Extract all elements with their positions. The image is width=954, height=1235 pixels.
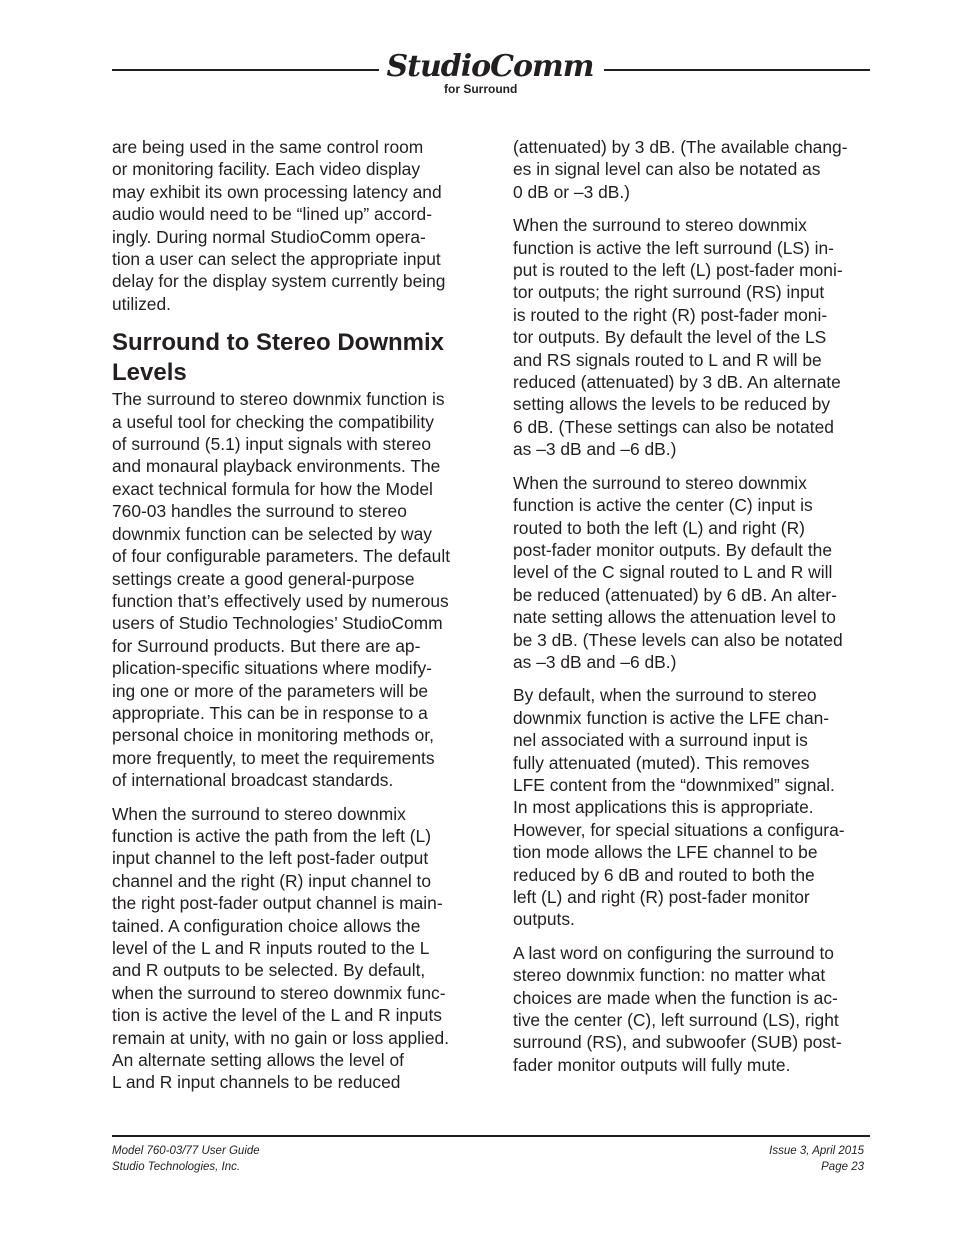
text-line: are being used in the same control room <box>112 137 424 157</box>
text-line: tion a user can select the appropriate input <box>112 249 441 270</box>
logo-wordmark: StudioComm <box>386 49 594 84</box>
text-line: When the surround to stereo downmix <box>513 472 807 493</box>
text-line: When the surround to stereo downmix <box>513 215 807 236</box>
text-line: level of the L and R inputs routed to the L <box>112 938 430 958</box>
text-line: and monaural playback environments. The <box>112 456 441 477</box>
text-line: 760-03 handles the surround to stereo <box>112 501 407 522</box>
text-line: post-fader monitor outputs. By default the <box>513 539 833 560</box>
footer-issue: Issue 3, April 2015 <box>769 1145 864 1157</box>
text-line: utilized. <box>112 293 171 314</box>
text-line: appropriate. This can be in response to a <box>112 702 428 723</box>
text-line: as –3 dB and –6 dB.) <box>513 651 677 672</box>
text-line: L and R input channels to be reduced <box>112 1072 401 1093</box>
text-line: may exhibit its own processing latency and <box>112 181 442 202</box>
text-line: as –3 dB and –6 dB.) <box>513 439 677 460</box>
text-line: channel and the right (R) input channel to <box>112 870 432 891</box>
right-paragraph-2 <box>513 214 873 460</box>
text-line: tion is active the level of the L and R inputs <box>112 1005 442 1026</box>
section-heading <box>112 328 476 388</box>
right-paragraph-1 <box>513 136 873 203</box>
header-rule-right <box>604 69 870 71</box>
footer-doc-title: Model 760-03/77 User Guide <box>112 1145 260 1157</box>
text-line: and RS signals routed to L and R will be <box>513 349 822 370</box>
studiocomm-logo <box>384 50 596 100</box>
text-line: exact technical formula for how the Model <box>112 478 433 499</box>
text-line: and R outputs to be selected. By default, <box>112 960 426 981</box>
text-line: The surround to stereo downmix function is <box>112 389 445 410</box>
text-line: In most applications this is appropriate. <box>513 797 814 818</box>
text-line: more frequently, to meet the requirements <box>112 747 435 768</box>
text-line: When the surround to stereo downmix <box>112 803 406 824</box>
text-line: reduced by 6 dB and routed to both the <box>513 864 815 885</box>
right-paragraph-3 <box>513 472 873 674</box>
header-rule-left <box>112 69 379 71</box>
text-line: for Surround products. But there are ap- <box>112 635 421 656</box>
text-line: personal choice in monitoring methods or, <box>112 725 434 746</box>
right-column <box>513 136 873 1087</box>
text-line: nate setting allows the attenuation level to <box>513 607 836 628</box>
text-line: left (L) and right (R) post-fader monitor <box>513 887 810 907</box>
text-line: ingly. During normal StudioComm opera- <box>112 226 426 247</box>
text-line: An alternate setting allows the level of <box>112 1050 404 1071</box>
text-line: function is active the center (C) input is <box>513 495 813 516</box>
text-line: of four configurable parameters. The default <box>112 546 451 567</box>
text-line: LFE content from the “downmixed” signal. <box>513 774 835 795</box>
text-line: or monitoring facility. Each video display <box>112 159 421 180</box>
text-line: be reduced (attenuated) by 6 dB. An alter- <box>513 584 837 605</box>
text-line: 6 dB. (These settings can also be notated <box>513 416 834 437</box>
text-line: delay for the display system currently being <box>112 271 446 292</box>
text-line: function is active the left surround (LS) in- <box>513 237 834 258</box>
logo-subtitle: for Surround <box>444 82 518 96</box>
text-line: plication-specific situations where modify- <box>112 658 432 679</box>
text-line: 0 dB or –3 dB.) <box>513 181 630 202</box>
text-line: tor outputs. By default the level of the LS <box>513 327 827 348</box>
text-line: tor outputs; the right surround (RS) input <box>513 282 825 303</box>
text-line: of international broadcast standards. <box>112 770 394 791</box>
text-line: when the surround to stereo downmix func- <box>112 982 446 1003</box>
text-line: fader monitor outputs will fully mute. <box>513 1054 791 1075</box>
text-line: nel associated with a surround input is <box>513 730 808 751</box>
left-paragraph-2 <box>112 803 476 1094</box>
text-line: tained. A configuration choice allows the <box>112 915 421 936</box>
text-line: fully attenuated (muted). This removes <box>513 752 810 773</box>
text-line: However, for special situations a configura- <box>513 819 845 840</box>
text-line: a useful tool for checking the compatibility <box>112 411 434 432</box>
footer-rule <box>112 1135 870 1137</box>
footer-company: Studio Technologies, Inc. <box>112 1160 241 1173</box>
footer-page-number: Page 23 <box>821 1160 864 1173</box>
text-line: function that’s effectively used by numerous <box>112 590 449 611</box>
right-paragraph-5 <box>513 942 873 1076</box>
text-line: Surround to Stereo Downmix <box>112 329 445 357</box>
text-line: put is routed to the left (L) post-fader moni- <box>513 260 843 281</box>
text-line: users of Studio Technologies’ StudioComm <box>112 613 443 634</box>
footer-left <box>112 1144 260 1175</box>
text-line: level of the C signal routed to L and R will <box>513 562 833 583</box>
text-line: es in signal level can also be notated as <box>513 159 821 180</box>
text-line: A last word on configuring the surround to <box>513 942 834 963</box>
text-line: setting allows the levels to be reduced by <box>513 394 831 415</box>
text-line: Levels <box>112 359 187 387</box>
text-line: the right post-fader output channel is main- <box>112 893 443 914</box>
text-line: By default, when the surround to stereo <box>513 685 817 706</box>
text-line: stereo downmix function: no matter what <box>513 965 826 986</box>
text-line: be 3 dB. (These levels can also be notated <box>513 629 843 650</box>
text-line: choices are made when the function is ac- <box>513 987 838 1008</box>
text-line: (attenuated) by 3 dB. (The available chang- <box>513 137 848 157</box>
footer-right <box>769 1144 864 1175</box>
left-column <box>112 136 476 1105</box>
text-line: of surround (5.1) input signals with stereo <box>112 434 431 455</box>
text-line: outputs. <box>513 909 575 930</box>
text-line: settings create a good general-purpose <box>112 568 415 589</box>
text-line: routed to both the left (L) and right (R) <box>513 517 805 538</box>
text-line: tive the center (C), left surround (LS), right <box>513 1010 839 1031</box>
right-paragraph-4 <box>513 684 873 930</box>
text-line: input channel to the left post-fader output <box>112 848 429 869</box>
text-line: tion mode allows the LFE channel to be <box>513 842 818 863</box>
text-line: surround (RS), and subwoofer (SUB) post- <box>513 1032 842 1053</box>
text-line: remain at unity, with no gain or loss applied. <box>112 1027 450 1048</box>
text-line: function is active the path from the left (L) <box>112 825 431 846</box>
text-line: downmix function can be selected by way <box>112 523 432 544</box>
text-line: ing one or more of the parameters will be <box>112 680 429 701</box>
intro-paragraph <box>112 136 476 315</box>
text-line: reduced (attenuated) by 3 dB. An alternate <box>513 372 841 393</box>
text-line: is routed to the right (R) post-fader moni- <box>513 304 828 325</box>
left-paragraph-1 <box>112 388 476 791</box>
text-line: downmix function is active the LFE chan- <box>513 707 830 728</box>
text-line: audio would need to be “lined up” accord- <box>112 204 433 225</box>
